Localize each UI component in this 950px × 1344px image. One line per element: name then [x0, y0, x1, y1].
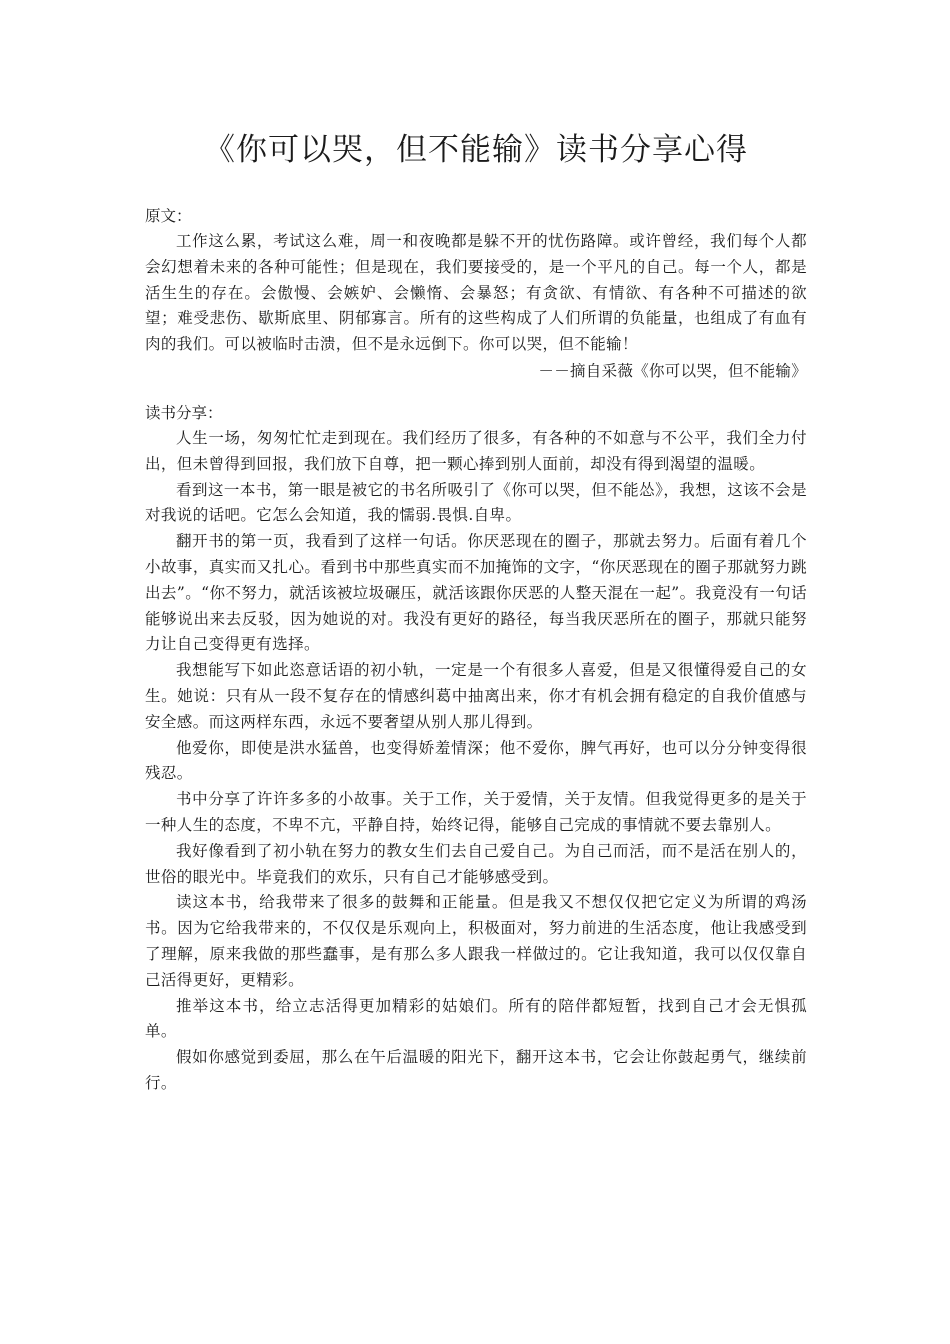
share-paragraph: 人生一场，匆匆忙忙走到现在。我们经历了很多，有各种的不如意与不公平，我们全力付出，但未曾得到回报，我们放下自尊，把一颗心捧到别人面前，却没有得到渴望的温暖。: [145, 429, 807, 473]
share-paragraph: 我好像看到了初小轨在努力的教女生们去自己爱自己。为自己而活，而不是活在别人的，世俗的眼光中。毕竟我们的欢乐，只有自己才能够感受到。: [145, 841, 807, 886]
share-paragraph: 翻开书的第一页，我看到了这样一句话。你厌恶现在的圈子，那就去努力。后面有着几个小故事，真实而又扎心。看到书中那些真实而不加掩饰的文字，“你厌恶现在的圈子那就努力跳出去”。“你不努力，就活该被垃圾碾压，就活该跟你厌恶的人整天混在一起”。我竟没有一句话能够说出来去反驳，因为她说的对。我没有更好的路径，每当我厌恶所在的圈子，那就只能努力让自己变得更有选择。: [145, 532, 807, 654]
share-paragraph: 我想能写下如此恣意话语的初小轨，一定是一个有很多人喜爱，但是又很懂得爱自己的女生。她说：只有从一段不复存在的情感纠葛中抽离出来，你才有机会拥有稳定的自我价值感与安全感。而这两样东西，永远不要奢望从别人那儿得到。: [145, 661, 807, 731]
share-paragraph: 看到这一本书，第一眼是被它的书名所吸引了《你可以哭，但不能怂》，我想，这该不会是对我说的话吧。它怎么会知道，我的懦弱.畏惧.自卑。: [145, 480, 807, 525]
share-paragraph: 书中分享了许许多多的小故事。关于工作，关于爱情，关于友情。但我觉得更多的是关于一种人生的态度，不卑不亢，平静自持，始终记得，能够自己完成的事情就不要去靠别人。: [145, 790, 807, 834]
reading-share-section: [145, 400, 807, 1097]
share-paragraph: 假如你感觉到委屈，那么在午后温暖的阳光下，翻开这本书，它会让你鼓起勇气，继续前行。: [145, 1048, 807, 1092]
share-paragraph: 读这本书，给我带来了很多的鼓舞和正能量。但是我又不想仅仅把它定义为所谓的鸡汤书。因为它给我带来的，不仅仅是乐观向上，积极面对，努力前进的生活态度，他让我感受到了理解，原来我做的那些蠢事，是有那么多人跟我一样做过的。它让我知道，我可以仅仅靠自己活得更好，更精彩。: [145, 893, 807, 989]
original-paragraph: 工作这么累，考试这么难，周一和夜晚都是躲不开的忧伤路障。或许曾经，我们每个人都会幻想着未来的各种可能性；但是现在，我们要接受的，是一个平凡的自己。每一个人，都是活生生的存在。会傲慢、会嫉妒、会懒惰、会暴怒；有贪欲、有情欲、有各种不可描述的欲望；难受悲伤、歇斯底里、阴郁寡言。所有的这些构成了人们所谓的负能量，也组成了有血有肉的我们。可以被临时击溃，但不是永远倒下。你可以哭，但不能输！: [145, 232, 807, 354]
original-label: 原文：: [145, 207, 192, 225]
original-attribution: －－摘自采薇《你可以哭，但不能输》: [538, 361, 807, 380]
document-title: 《你可以哭，但不能输》读书分享心得: [204, 132, 748, 168]
share-paragraph: 推举这本书，给立志活得更加精彩的姑娘们。所有的陪伴都短暂，找到自己才会无惧孤单。: [145, 996, 807, 1041]
original-text-section: [145, 203, 807, 384]
share-paragraph: 他爱你，即使是洪水猛兽，也变得娇羞情深；他不爱你，脾气再好，也可以分分钟变得很残忍。: [145, 738, 807, 783]
share-label: 读书分享：: [145, 404, 223, 422]
